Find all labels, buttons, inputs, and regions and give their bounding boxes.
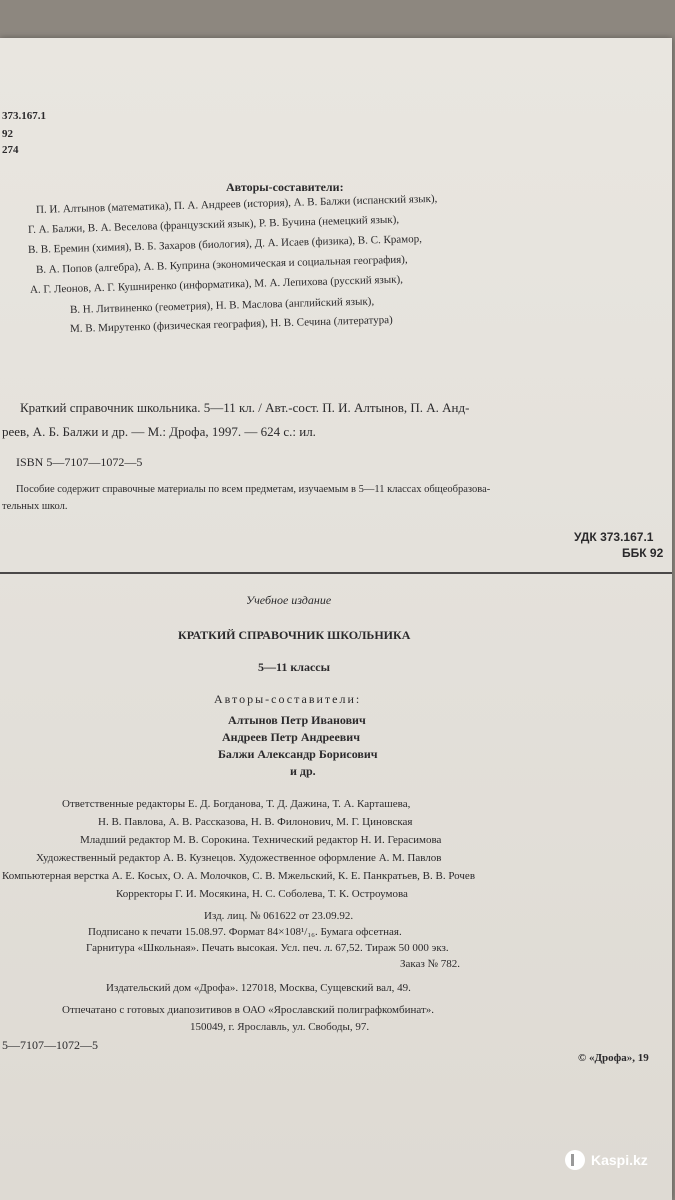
- index-code-bbk: 92: [2, 128, 13, 140]
- credit-line: Ответственные редакторы Е. Д. Богданова, Т. Д. Дажина, Т. А. Карташева,: [62, 798, 411, 810]
- print-info-line: Гарнитура «Школьная». Печать высокая. Усл. печ. л. 67,52. Тираж 50 000 экз.: [86, 942, 449, 954]
- bbk-code: ББК 92: [622, 546, 664, 560]
- print-info-line: Заказ № 782.: [400, 958, 461, 970]
- credit-line: Компьютерная верстка А. Е. Косых, О. А. Молочков, С. В. Мжельский, К. Е. Панкратьев, В. В. Рочев: [2, 870, 476, 882]
- print-info-line: Изд. лиц. № 061622 от 23.09.92.: [204, 910, 354, 922]
- authors-line: Г. А. Балжи, В. А. Веселова (французский язык), Р. В. Бучина (немецкий язык),: [27, 213, 400, 236]
- book-title: КРАТКИЙ СПРАВОЧНИК ШКОЛЬНИКА: [178, 628, 411, 642]
- index-code-author: 274: [2, 144, 19, 156]
- credit-line: Н. В. Павлова, А. В. Рассказова, Н. В. Филонович, М. Г. Циновская: [98, 816, 413, 828]
- printer-line: 150049, г. Ярославль, ул. Свободы, 97.: [190, 1021, 370, 1033]
- isbn: ISBN 5—7107—1072—5: [16, 455, 143, 469]
- credit-line: Корректоры Г. И. Мосякина, Н. С. Соболева, Т. К. Остроумова: [116, 888, 408, 900]
- separator-line: [0, 572, 672, 574]
- kaspi-logo-icon: [565, 1150, 585, 1170]
- authors-line: А. Г. Леонов, А. Г. Кушниренко (информатика), М. А. Лепихова (русский язык),: [29, 273, 404, 296]
- udk-code: УДК 373.167.1: [574, 530, 654, 544]
- author-name: и др.: [290, 764, 316, 778]
- index-code-udk: 373.167.1: [2, 110, 46, 122]
- isbn-bottom: 5—7107—1072—5: [2, 1038, 98, 1052]
- author-name: Балжи Александр Борисович: [218, 747, 378, 761]
- author-name: Андреев Петр Андреевич: [222, 730, 360, 744]
- printer-line: Отпечатано с готовых диапозитивов в ОАО «Ярославский полиграфкомбинат».: [62, 1004, 435, 1016]
- biblio-line: реев, А. Б. Балжи и др. — М.: Дрофа, 1997. — 624 с.: ил.: [2, 424, 316, 439]
- print-info-line: Подписано к печати 15.08.97. Формат 84×108¹/₁₆. Бумага офсетная.: [88, 926, 402, 938]
- kaspi-watermark: [565, 1150, 648, 1170]
- annotation-line: Пособие содержит справочные материалы по всем предметам, изучаемым в 5—11 классах общеобразова-: [16, 484, 491, 495]
- authors-line: П. И. Алтынов (математика), П. А. Андреев (история), А. В. Балжи (испанский язык),: [35, 192, 438, 216]
- authors-line: В. Н. Литвиненко (геометрия), Н. В. Маслова (английский язык),: [69, 295, 375, 316]
- copyright: © «Дрофа», 19: [578, 1052, 649, 1064]
- authors-line: В. А. Попов (алгебра), А. В. Куприна (экономическая и социальная география),: [35, 253, 408, 276]
- credit-line: Художественный редактор А. В. Кузнецов. Художественное оформление А. М. Павлов: [36, 852, 442, 864]
- edition-type: Учебное издание: [246, 593, 332, 607]
- grades: 5—11 классы: [258, 660, 331, 674]
- publisher-line: Издательский дом «Дрофа». 127018, Москва, Сущевский вал, 49.: [106, 982, 411, 994]
- author-name: Алтынов Петр Иванович: [228, 713, 366, 727]
- book-page: [0, 38, 672, 1200]
- biblio-line: Краткий справочник школьника. 5—11 кл. / Авт.-сост. П. И. Алтынов, П. А. Анд-: [20, 400, 470, 415]
- annotation-line: тельных школ.: [2, 501, 68, 512]
- credit-line: Младший редактор М. В. Сорокина. Технический редактор Н. И. Герасимова: [80, 834, 442, 846]
- watermark-text: Kaspi.kz: [591, 1152, 648, 1168]
- authors-heading-lower: Авторы-составители:: [214, 692, 362, 706]
- authors-line: В. В. Еремин (химия), В. Б. Захаров (биология), Д. А. Исаев (физика), В. С. Крамор,: [27, 232, 423, 256]
- authors-line: М. В. Мирутенко (физическая география), Н. В. Сечина (литература): [69, 313, 393, 335]
- authors-heading: Авторы-составители:: [226, 180, 344, 194]
